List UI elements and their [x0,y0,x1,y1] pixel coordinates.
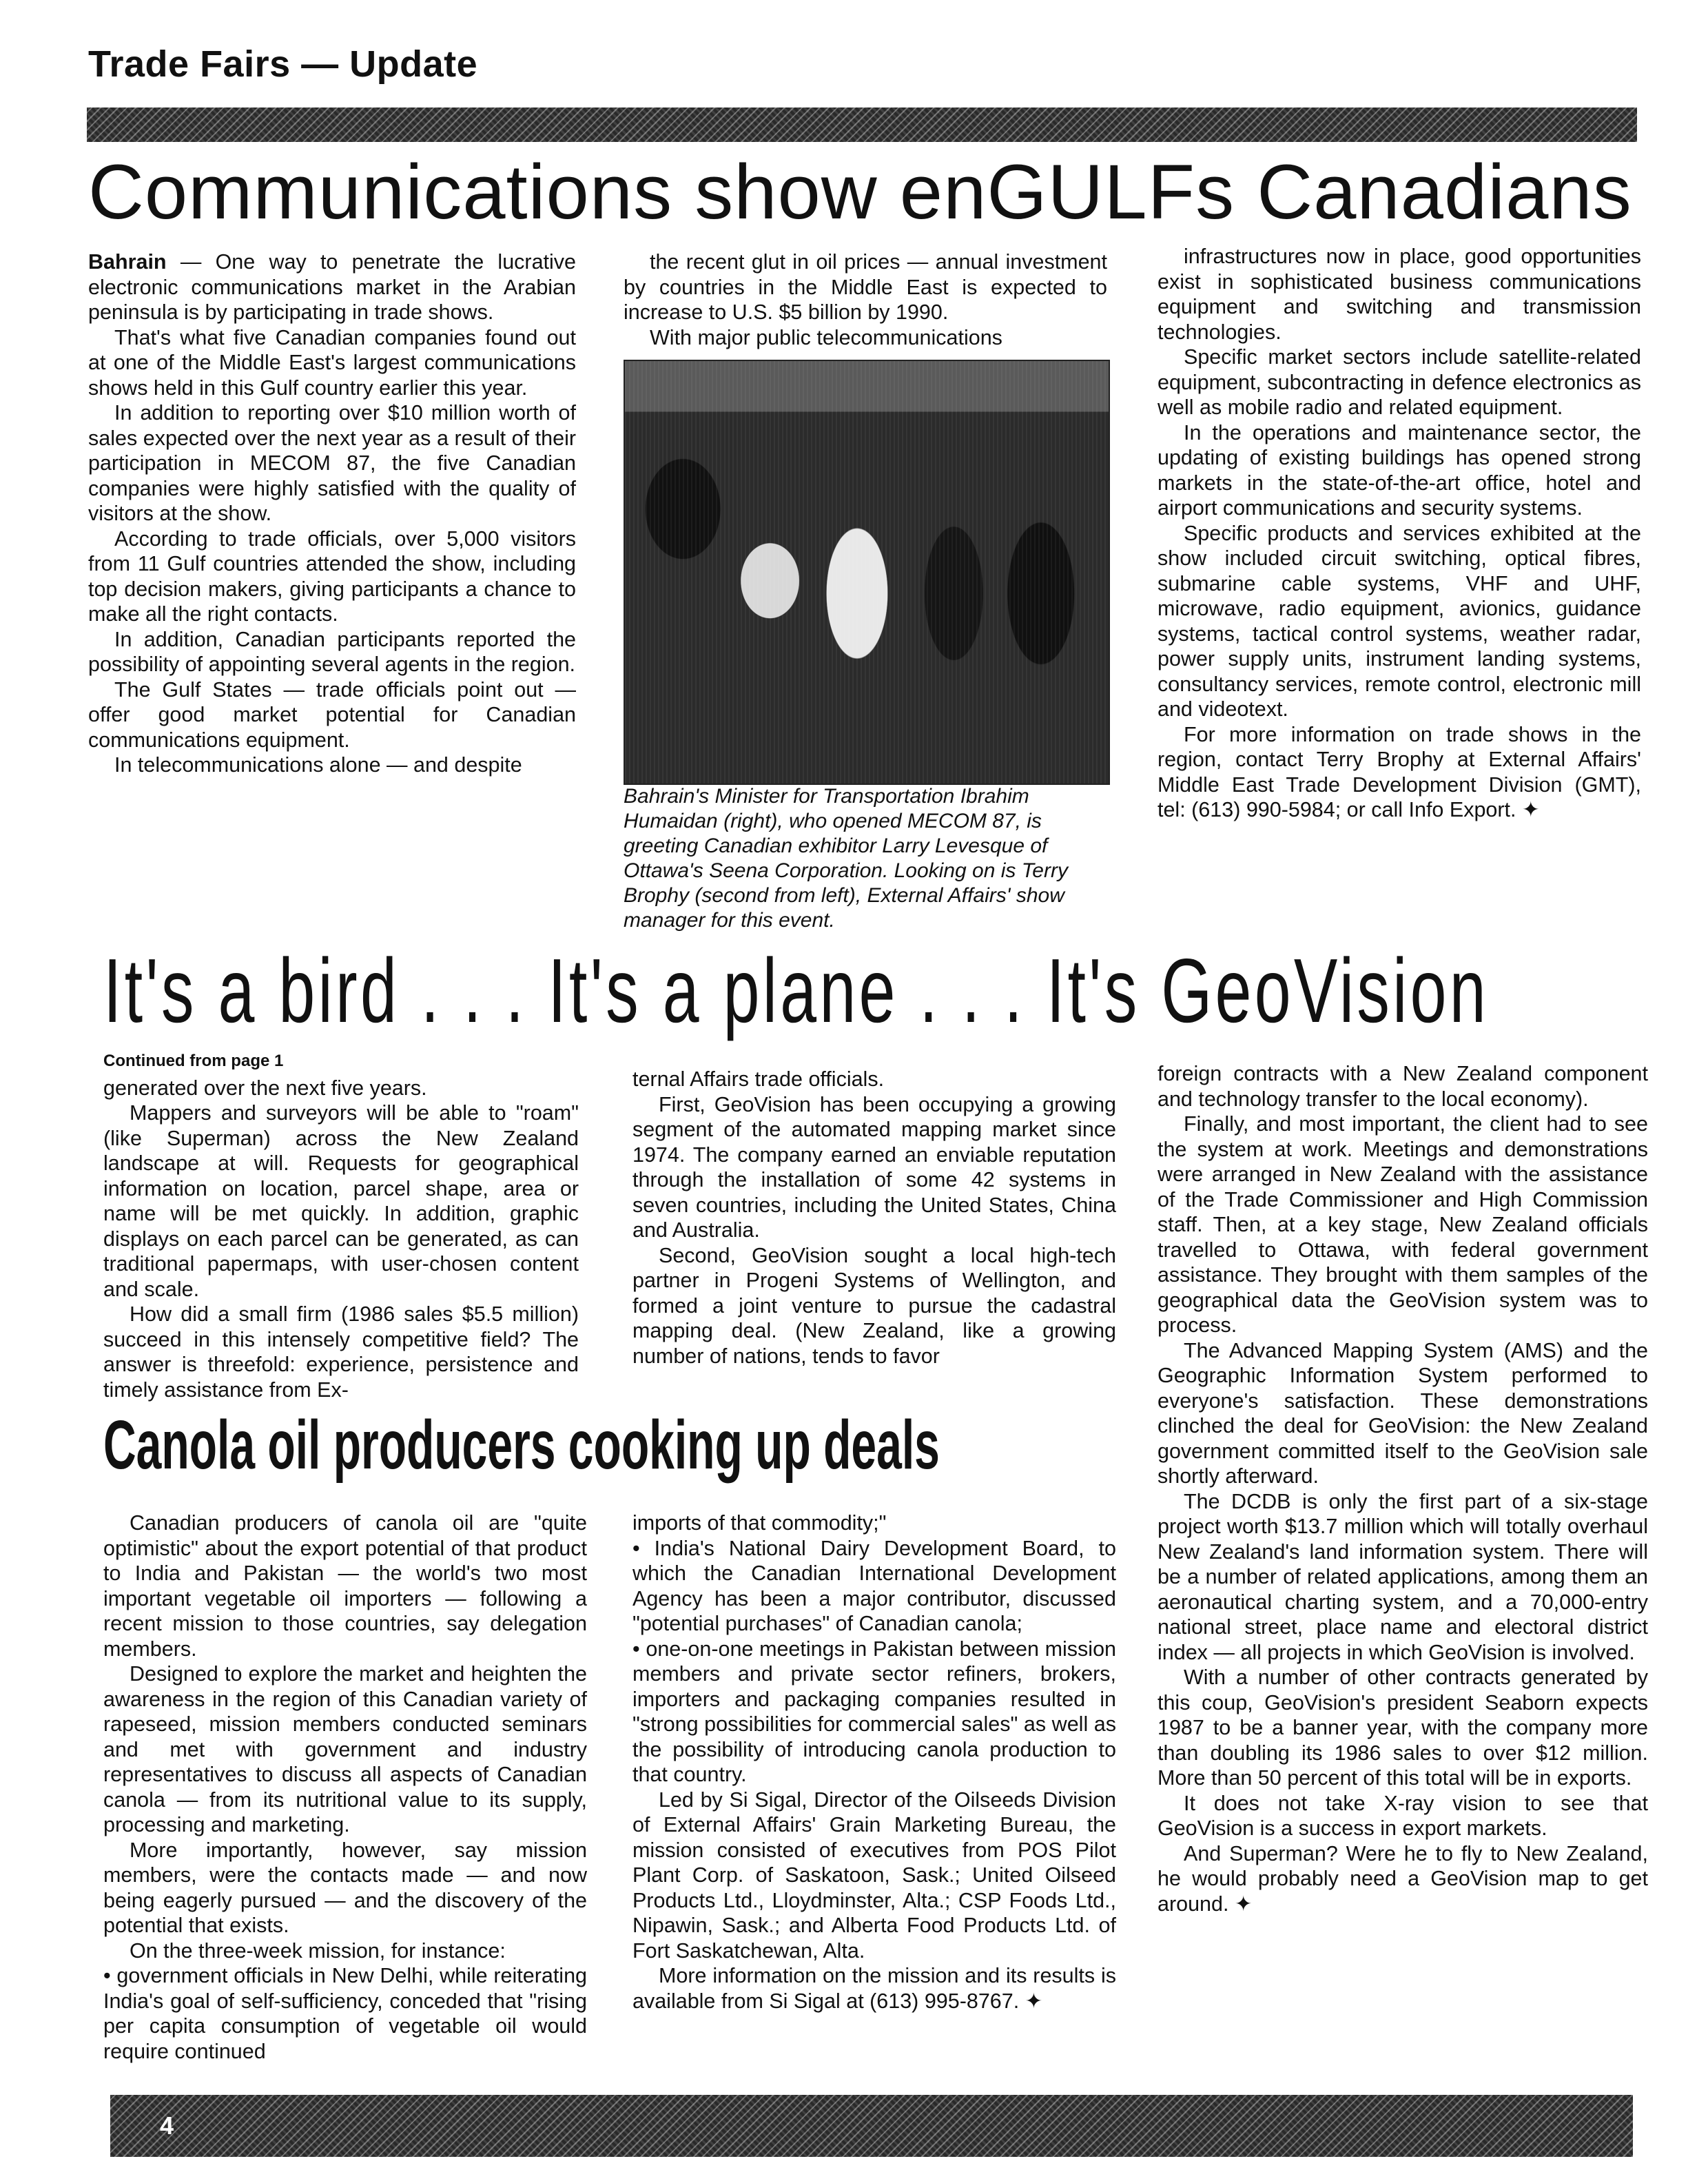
paragraph: That's what five Canadian companies found out at one of the Middle East's largest communications shows held in this Gulf country earlier this year. [88,325,576,400]
article2-col1 [103,1049,579,1402]
article1-col3 [1157,244,1641,823]
page-number: 4 [160,2111,174,2140]
paragraph: • one-on-one meetings in Pakistan between mission members and private sector refiners, brokers, importers and packaging companies resulted in "strong possibilities for commercial sales" as well as the possibility of introducing canola production to that country. [632,1637,1116,1786]
paragraph: In the operations and maintenance sector, the updating of existing buildings has opened strong markets in the state-of-the-art office, hotel and airport communications and security systems. [1157,420,1641,520]
article1-col2 [624,249,1107,350]
article2-col2 [632,1067,1116,1369]
top-banner [87,107,1637,142]
paragraph: • government officials in New Delhi, while reiterating India's goal of self-sufficiency, conceded that "rising per capita consumption of vegetable oil would require continued [103,1964,587,2063]
mecom-photo [624,360,1110,785]
paragraph: For more information on trade shows in the region, contact Terry Brophy at External Affairs' Middle East Trade Development Division (GMT), tel: (613) 990-5984; or call Info Export. ✦ [1157,722,1641,821]
paragraph: Specific market sectors include satellite-related equipment, subcontracting in defence electronics as well as mobile radio and related equipment. [1157,345,1641,419]
paragraph: How did a small firm (1986 sales $5.5 million) succeed in this intensely competitive field? The answer is threefold: experience, persistence and timely assistance from Ex- [103,1302,579,1402]
paragraph: imports of that commodity;" [632,1511,887,1535]
paragraph-text: — One way to penetrate the lucrative electronic communications market in the Arabian peninsula is by participating in trade shows. [88,250,576,324]
paragraph: • India's National Dairy Development Board, to which the Canadian International Development Agency has been a major contributor, discussed "potential purchases" of Canadian canola; [632,1536,1116,1635]
bottom-banner [110,2095,1633,2157]
continued-note: Continued from page 1 [103,1052,284,1070]
paragraph: According to trade officials, over 5,000 visitors from 11 Gulf countries attended the show, including top decision makers, giving participants a chance to make all the right contacts. [88,526,576,626]
paragraph: First, GeoVision has been occupying a growing segment of the automated mapping market since 1974. The company earned an enviable reputation through the installation of some 42 systems in seven countries, including the United States, China and Australia. [632,1092,1116,1242]
paragraph: The DCDB is only the first part of a six-stage project worth $13.7 million which will totally overhaul New Zealand's land information system. There will be a number of related applications, among them an aeronautical charting system, and a 70,000-entry national street, place name and electoral district index — all projects in which GeoVision is involved. [1157,1489,1648,1664]
paragraph: In telecommunications alone — and despite [114,753,522,777]
paragraph: It does not take X-ray vision to see that GeoVision is a success in export markets. [1157,1791,1648,1840]
paragraph: Second, GeoVision sought a local high-tech partner in Progeni Systems of Wellington, and formed a joint venture to pursue the cadastral mapping deal. (New Zealand, like a growing number of nations, tends to favor [632,1243,1116,1368]
article3-col1 [103,1511,587,2064]
headline-communications: Communications show enGULFs Canadians [88,149,1632,235]
article2-col3 [1157,1061,1648,1916]
paragraph: Specific products and services exhibited at the show included circuit switching, optical fibres, submarine cable systems, VHF and UHF, microwave, radio equipment, avionics, guidance systems, tactical control systems, weather radar, power supply units, instrument landing systems, consultancy services, remote control, electronic mill and videotext. [1157,521,1641,721]
paragraph: Canadian producers of canola oil are "quite optimistic" about the export potential of that product to India and Pakistan — the world's two most important vegetable oil importers — following a recent mission to those countries, say delegation members. [103,1511,587,1661]
paragraph: And Superman? Were he to fly to New Zealand, he would probably need a GeoVision map to get around. ✦ [1157,1841,1648,1916]
section-label: Trade Fairs — Update [88,43,478,85]
article1-col1 [88,249,576,778]
paragraph: Designed to explore the market and heighten the awareness in the region of this Canadian variety of rapeseed, mission members conducted seminars and met with government and industry representatives to discuss all aspects of Canadian canola — from its nutritional value to its supply, processing and marketing. [103,1662,587,1836]
paragraph: More information on the mission and its results is available from Si Sigal at (613) 995-8767. ✦ [632,1964,1116,2013]
paragraph: ternal Affairs trade officials. [632,1067,885,1091]
paragraph: On the three-week mission, for instance: [130,1938,506,1963]
article3-col2 [632,1511,1116,2014]
paragraph: With major public telecommunications [650,325,1002,349]
paragraph: infrastructures now in place, good opportunities exist in sophisticated business communications equipment and switching and transmission technologies. [1157,245,1641,344]
photo-caption: Bahrain's Minister for Transportation Ibrahim Humaidan (right), who opened MECOM 87, is greeting Canadian exhibitor Larry Levesque of Ottawa's Seena Corporation. Looking on is Terry Brophy (second from left), External Affairs' show manager for this event. [624,785,1068,932]
paragraph: Mappers and surveyors will be able to "roam" (like Superman) across the New Zealand landscape at will. Requests for geographical information on location, parcel shape, area or name will be met quickly. In addition, graphic displays on each parcel can be generated, as can traditional papermaps, with user-chosen content and scale. [103,1101,579,1301]
paragraph: In addition to reporting over $10 million worth of sales expected over the next year as a result of their participation in MECOM 87, the five Canadian companies were highly satisfied with the quality of visitors at the show. [88,401,576,525]
headline-canola: Canola oil producers cooking up deals [103,1406,940,1484]
paragraph [88,249,576,325]
paragraph: generated over the next five years. [103,1076,427,1100]
paragraph: More importantly, however, say mission members, were the contacts made — and now being eagerly pursued — and the discovery of the potential that exists. [103,1838,587,1937]
paragraph: With a number of other contracts generated by this coup, GeoVision's president Seaborn expects 1987 to be a banner year, with the company more than doubling its 1986 sales to over $12 million. More than 50 percent of this total will be in exports. [1157,1666,1648,1790]
paragraph: The Gulf States — trade officials point out — offer good market potential for Canadian communications equipment. [88,677,576,752]
dateline: Bahrain [88,250,167,274]
paragraph: Finally, and most important, the client had to see the system at work. Meetings and demonstrations were arranged in New Zealand with the assistance of the Trade Commissioner and High Commission staff. Then, at a key stage, New Zealand officials travelled to Ottawa, with federal government assistance. They brought with them samples of the geographical data the GeoVision system was to process. [1157,1112,1648,1337]
headline-geovision: It's a bird . . . It's a plane . . . It's GeoVision [103,940,1489,1041]
paragraph: foreign contracts with a New Zealand component and technology transfer to the local economy). [1157,1062,1648,1111]
paragraph: The Advanced Mapping System (AMS) and the Geographic Information System performed to everyone's satisfaction. These demonstrations clinched the deal for GeoVision: the New Zealand government committed itself to the GeoVision sale shortly afterward. [1157,1338,1648,1488]
paragraph: Led by Si Sigal, Director of the Oilseeds Division of External Affairs' Grain Marketing Bureau, the mission consisted of executives from POS Pilot Plant Corp. of Saskatoon, Sask.; United Oilseed Products Ltd., Lloydminster, Alta.; CSP Foods Ltd., Nipawin, Sask.; and Alberta Food Products Ltd. of Fort Saskatchewan, Alta. [632,1788,1116,1963]
article2-col1-body [103,1076,579,1403]
paragraph: In addition, Canadian participants reported the possibility of appointing several agents in the region. [88,627,576,676]
paragraph: the recent glut in oil prices — annual investment by countries in the Middle East is expected to increase to U.S. $5 billion by 1990. [624,250,1107,324]
